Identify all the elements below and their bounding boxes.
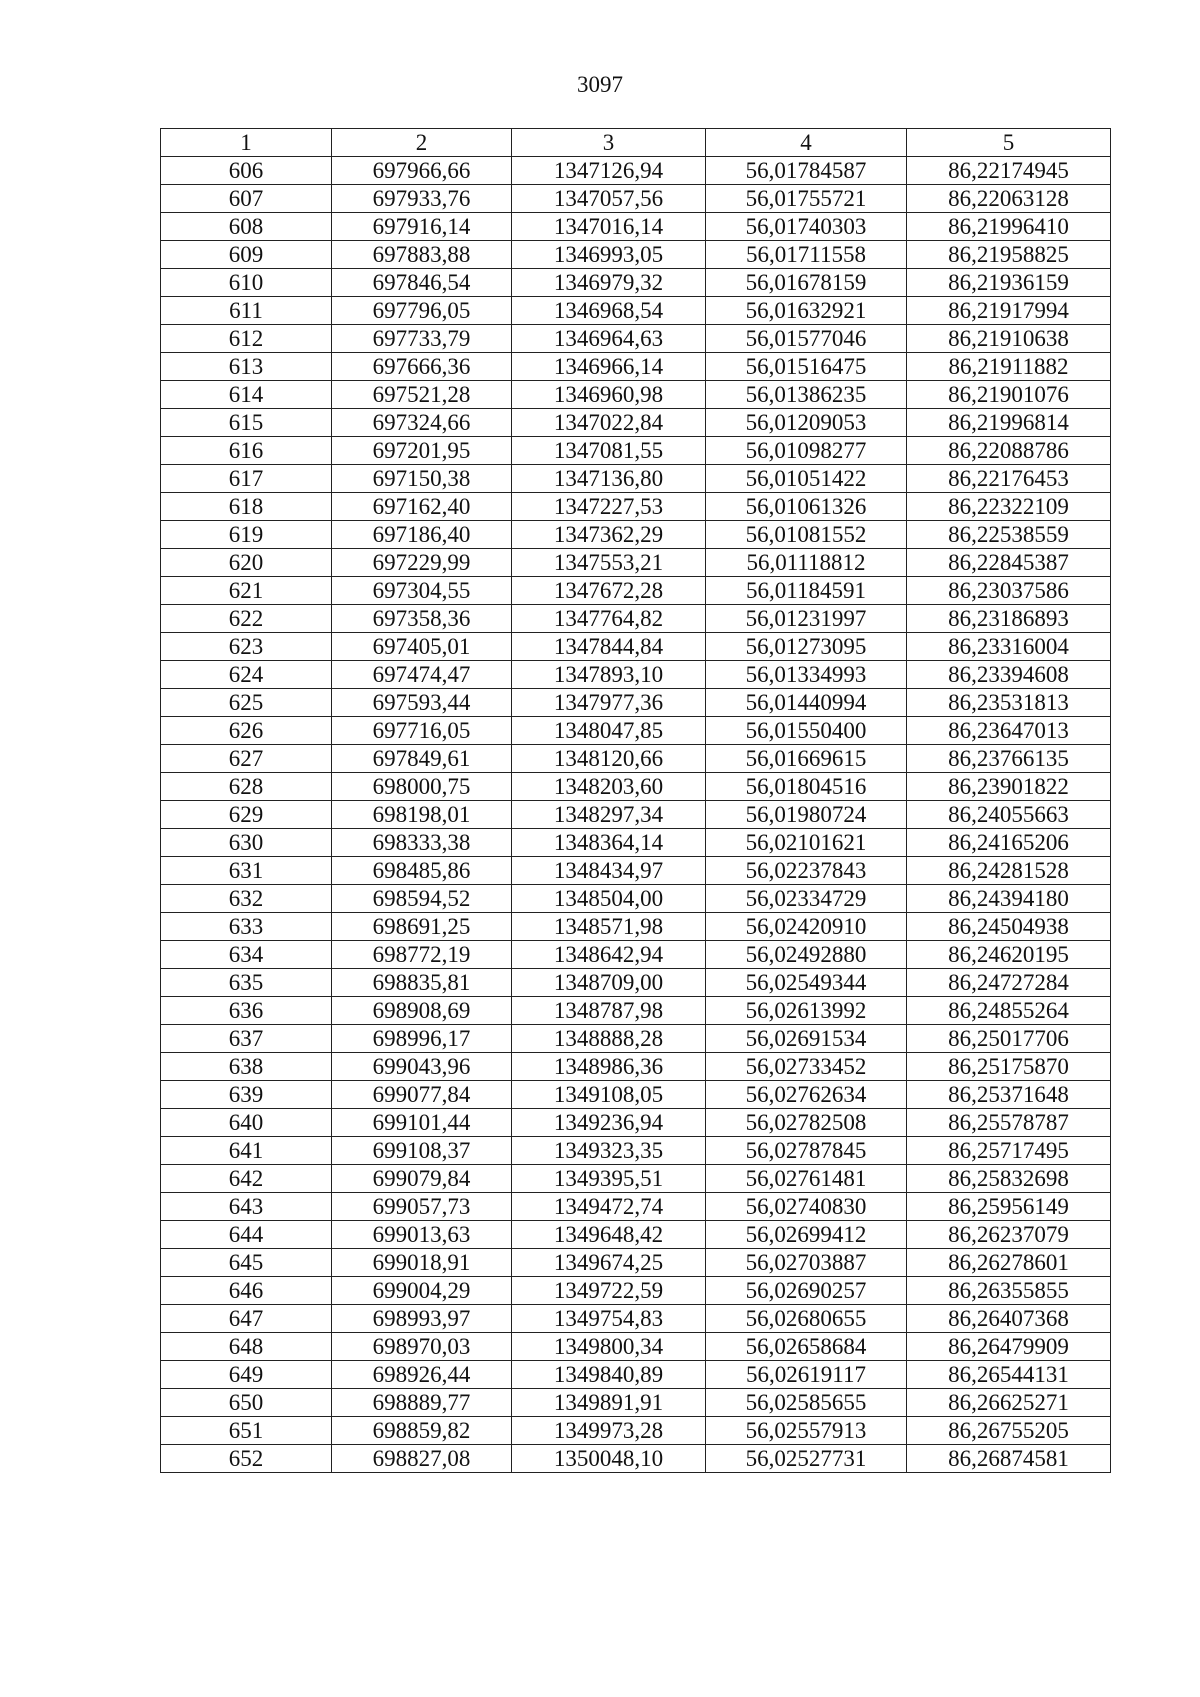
table-row xyxy=(161,1053,1111,1081)
table-cell: 1349800,34 xyxy=(512,1333,706,1361)
table-cell: 629 xyxy=(161,801,332,829)
table-cell: 698908,69 xyxy=(332,997,512,1025)
table-cell: 56,02658684 xyxy=(706,1333,907,1361)
table-cell: 642 xyxy=(161,1165,332,1193)
table-cell: 1348203,60 xyxy=(512,773,706,801)
table-cell: 698772,19 xyxy=(332,941,512,969)
table-cell: 1348642,94 xyxy=(512,941,706,969)
table-cell: 635 xyxy=(161,969,332,997)
table-cell: 626 xyxy=(161,717,332,745)
table-cell: 1348120,66 xyxy=(512,745,706,773)
table-row xyxy=(161,297,1111,325)
page-number: 3097 xyxy=(577,72,623,97)
table-cell: 699004,29 xyxy=(332,1277,512,1305)
table-cell: 56,02237843 xyxy=(706,857,907,885)
table-cell: 697733,79 xyxy=(332,325,512,353)
table-row xyxy=(161,521,1111,549)
table-cell: 697150,38 xyxy=(332,465,512,493)
table-cell: 86,21936159 xyxy=(907,269,1111,297)
table-cell: 1349754,83 xyxy=(512,1305,706,1333)
table-cell: 1348364,14 xyxy=(512,829,706,857)
table-cell: 56,01669615 xyxy=(706,745,907,773)
table-cell: 608 xyxy=(161,213,332,241)
table-cell: 698485,86 xyxy=(332,857,512,885)
table-row xyxy=(161,1389,1111,1417)
table-body xyxy=(161,157,1111,1473)
table-cell: 1347553,21 xyxy=(512,549,706,577)
table-cell: 698835,81 xyxy=(332,969,512,997)
table-cell: 86,21901076 xyxy=(907,381,1111,409)
table-row xyxy=(161,353,1111,381)
table-cell: 56,01577046 xyxy=(706,325,907,353)
table-cell: 86,21996410 xyxy=(907,213,1111,241)
table-row xyxy=(161,857,1111,885)
table-cell: 644 xyxy=(161,1221,332,1249)
table-cell: 699108,37 xyxy=(332,1137,512,1165)
table-cell: 86,22088786 xyxy=(907,437,1111,465)
table-cell: 86,25371648 xyxy=(907,1081,1111,1109)
table-cell: 1349648,42 xyxy=(512,1221,706,1249)
table-cell: 698691,25 xyxy=(332,913,512,941)
table-row xyxy=(161,1249,1111,1277)
table-cell: 56,01740303 xyxy=(706,213,907,241)
table-cell: 56,02527731 xyxy=(706,1445,907,1473)
table-cell: 86,26355855 xyxy=(907,1277,1111,1305)
table-cell: 1349840,89 xyxy=(512,1361,706,1389)
table-row xyxy=(161,493,1111,521)
table-cell: 56,02557913 xyxy=(706,1417,907,1445)
table-cell: 645 xyxy=(161,1249,332,1277)
table-cell: 1349973,28 xyxy=(512,1417,706,1445)
table-cell: 86,21910638 xyxy=(907,325,1111,353)
table-cell: 613 xyxy=(161,353,332,381)
table-cell: 698889,77 xyxy=(332,1389,512,1417)
table-cell: 1349236,94 xyxy=(512,1109,706,1137)
table-cell: 622 xyxy=(161,605,332,633)
table-row xyxy=(161,997,1111,1025)
table-row xyxy=(161,773,1111,801)
table-cell: 1349674,25 xyxy=(512,1249,706,1277)
column-header-1: 1 xyxy=(161,129,332,157)
table-cell: 86,23394608 xyxy=(907,661,1111,689)
table-cell: 56,01209053 xyxy=(706,409,907,437)
table-cell: 86,26874581 xyxy=(907,1445,1111,1473)
table-cell: 56,02782508 xyxy=(706,1109,907,1137)
table-cell: 698859,82 xyxy=(332,1417,512,1445)
table-row xyxy=(161,549,1111,577)
table-cell: 86,24281528 xyxy=(907,857,1111,885)
table-row xyxy=(161,1417,1111,1445)
table-row xyxy=(161,745,1111,773)
table-cell: 86,21911882 xyxy=(907,353,1111,381)
table-row xyxy=(161,325,1111,353)
table-cell: 697593,44 xyxy=(332,689,512,717)
table-cell: 1350048,10 xyxy=(512,1445,706,1473)
table-cell: 56,02699412 xyxy=(706,1221,907,1249)
table-row xyxy=(161,829,1111,857)
table-row xyxy=(161,969,1111,997)
table-cell: 698333,38 xyxy=(332,829,512,857)
table-cell: 641 xyxy=(161,1137,332,1165)
table-cell: 617 xyxy=(161,465,332,493)
table-cell: 86,26278601 xyxy=(907,1249,1111,1277)
table-cell: 56,01098277 xyxy=(706,437,907,465)
table-row xyxy=(161,157,1111,185)
table-cell: 56,01184591 xyxy=(706,577,907,605)
table-cell: 636 xyxy=(161,997,332,1025)
coordinates-table xyxy=(160,128,1111,1473)
table-cell: 86,23316004 xyxy=(907,633,1111,661)
table-cell: 611 xyxy=(161,297,332,325)
table-cell: 1347844,84 xyxy=(512,633,706,661)
table-cell: 86,21996814 xyxy=(907,409,1111,437)
table-cell: 1348434,97 xyxy=(512,857,706,885)
table-cell: 698926,44 xyxy=(332,1361,512,1389)
table-cell: 86,21917994 xyxy=(907,297,1111,325)
table-cell: 56,02740830 xyxy=(706,1193,907,1221)
table-cell: 1349472,74 xyxy=(512,1193,706,1221)
table-cell: 86,22063128 xyxy=(907,185,1111,213)
table-cell: 1347081,55 xyxy=(512,437,706,465)
table-cell: 697186,40 xyxy=(332,521,512,549)
table-cell: 697405,01 xyxy=(332,633,512,661)
table-cell: 1348047,85 xyxy=(512,717,706,745)
table-cell: 56,01334993 xyxy=(706,661,907,689)
table-cell: 1348888,28 xyxy=(512,1025,706,1053)
table-cell: 86,26625271 xyxy=(907,1389,1111,1417)
table-cell: 56,02420910 xyxy=(706,913,907,941)
table-cell: 697521,28 xyxy=(332,381,512,409)
table-cell: 697883,88 xyxy=(332,241,512,269)
table-cell: 643 xyxy=(161,1193,332,1221)
table-cell: 1349395,51 xyxy=(512,1165,706,1193)
table-cell: 699079,84 xyxy=(332,1165,512,1193)
table-cell: 618 xyxy=(161,493,332,521)
table-cell: 697933,76 xyxy=(332,185,512,213)
table-row xyxy=(161,1305,1111,1333)
table-cell: 1346979,32 xyxy=(512,269,706,297)
table-cell: 624 xyxy=(161,661,332,689)
table-cell: 697846,54 xyxy=(332,269,512,297)
table-cell: 697324,66 xyxy=(332,409,512,437)
table-cell: 86,25832698 xyxy=(907,1165,1111,1193)
table-row xyxy=(161,941,1111,969)
table-cell: 639 xyxy=(161,1081,332,1109)
table-cell: 609 xyxy=(161,241,332,269)
table-cell: 1349108,05 xyxy=(512,1081,706,1109)
table-cell: 86,24055663 xyxy=(907,801,1111,829)
table-cell: 56,01550400 xyxy=(706,717,907,745)
table-cell: 56,02549344 xyxy=(706,969,907,997)
table-cell: 697849,61 xyxy=(332,745,512,773)
table-cell: 697358,36 xyxy=(332,605,512,633)
table-cell: 1347893,10 xyxy=(512,661,706,689)
table-cell: 697796,05 xyxy=(332,297,512,325)
table-cell: 697229,99 xyxy=(332,549,512,577)
table-cell: 648 xyxy=(161,1333,332,1361)
table-cell: 612 xyxy=(161,325,332,353)
table-row xyxy=(161,1333,1111,1361)
table-cell: 56,01804516 xyxy=(706,773,907,801)
table-cell: 1346993,05 xyxy=(512,241,706,269)
table-cell: 1348986,36 xyxy=(512,1053,706,1081)
table-cell: 86,24165206 xyxy=(907,829,1111,857)
table-cell: 698996,17 xyxy=(332,1025,512,1053)
table-cell: 697304,55 xyxy=(332,577,512,605)
table-cell: 619 xyxy=(161,521,332,549)
table-cell: 697162,40 xyxy=(332,493,512,521)
table-cell: 56,01231997 xyxy=(706,605,907,633)
table-cell: 697474,47 xyxy=(332,661,512,689)
table-cell: 86,22176453 xyxy=(907,465,1111,493)
table-cell: 698594,52 xyxy=(332,885,512,913)
table-cell: 56,01273095 xyxy=(706,633,907,661)
column-header-2: 2 xyxy=(332,129,512,157)
table-cell: 1349722,59 xyxy=(512,1277,706,1305)
table-cell: 56,01440994 xyxy=(706,689,907,717)
table-row xyxy=(161,689,1111,717)
table-cell: 1346966,14 xyxy=(512,353,706,381)
table-cell: 86,26407368 xyxy=(907,1305,1111,1333)
table-cell: 56,02680655 xyxy=(706,1305,907,1333)
table-cell: 1347136,80 xyxy=(512,465,706,493)
table-cell: 1347227,53 xyxy=(512,493,706,521)
table-cell: 56,01784587 xyxy=(706,157,907,185)
table-cell: 698198,01 xyxy=(332,801,512,829)
table-cell: 699043,96 xyxy=(332,1053,512,1081)
table-row xyxy=(161,185,1111,213)
table-cell: 616 xyxy=(161,437,332,465)
table-row xyxy=(161,577,1111,605)
table-row xyxy=(161,465,1111,493)
table-cell: 698970,03 xyxy=(332,1333,512,1361)
table-cell: 1348787,98 xyxy=(512,997,706,1025)
table-row xyxy=(161,885,1111,913)
table-cell: 699057,73 xyxy=(332,1193,512,1221)
table-cell: 1348709,00 xyxy=(512,969,706,997)
table-cell: 86,25717495 xyxy=(907,1137,1111,1165)
table-cell: 56,01061326 xyxy=(706,493,907,521)
table-cell: 86,24394180 xyxy=(907,885,1111,913)
table-cell: 86,26544131 xyxy=(907,1361,1111,1389)
table-row xyxy=(161,1221,1111,1249)
column-header-5: 5 xyxy=(907,129,1111,157)
table-row xyxy=(161,1445,1111,1473)
table-row xyxy=(161,1165,1111,1193)
table-cell: 697916,14 xyxy=(332,213,512,241)
table-cell: 1347016,14 xyxy=(512,213,706,241)
table-row xyxy=(161,437,1111,465)
table-cell: 606 xyxy=(161,157,332,185)
table-cell: 607 xyxy=(161,185,332,213)
table-cell: 56,01632921 xyxy=(706,297,907,325)
table-cell: 56,02691534 xyxy=(706,1025,907,1053)
table-cell: 56,01678159 xyxy=(706,269,907,297)
table-cell: 56,02787845 xyxy=(706,1137,907,1165)
table-row xyxy=(161,1025,1111,1053)
table-cell: 1347672,28 xyxy=(512,577,706,605)
table-cell: 1349891,91 xyxy=(512,1389,706,1417)
table-header-row xyxy=(161,129,1111,157)
table-cell: 1347057,56 xyxy=(512,185,706,213)
table-cell: 1346960,98 xyxy=(512,381,706,409)
table-cell: 640 xyxy=(161,1109,332,1137)
table-cell: 56,01051422 xyxy=(706,465,907,493)
table-cell: 56,01516475 xyxy=(706,353,907,381)
table-cell: 56,02585655 xyxy=(706,1389,907,1417)
table-cell: 633 xyxy=(161,913,332,941)
table-row xyxy=(161,1137,1111,1165)
table-cell: 56,01980724 xyxy=(706,801,907,829)
table-cell: 86,23647013 xyxy=(907,717,1111,745)
table-cell: 1346968,54 xyxy=(512,297,706,325)
table-cell: 1347126,94 xyxy=(512,157,706,185)
table-cell: 56,01711558 xyxy=(706,241,907,269)
table-row xyxy=(161,605,1111,633)
table-cell: 56,02762634 xyxy=(706,1081,907,1109)
table-row xyxy=(161,1081,1111,1109)
table-cell: 630 xyxy=(161,829,332,857)
table-row xyxy=(161,213,1111,241)
table-cell: 86,23766135 xyxy=(907,745,1111,773)
table-row xyxy=(161,1109,1111,1137)
table-cell: 631 xyxy=(161,857,332,885)
table-cell: 56,02619117 xyxy=(706,1361,907,1389)
column-header-4: 4 xyxy=(706,129,907,157)
table-cell: 1348504,00 xyxy=(512,885,706,913)
table-cell: 56,02613992 xyxy=(706,997,907,1025)
table-cell: 697966,66 xyxy=(332,157,512,185)
table-cell: 86,22174945 xyxy=(907,157,1111,185)
table-cell: 86,25956149 xyxy=(907,1193,1111,1221)
table-row xyxy=(161,633,1111,661)
table-cell: 625 xyxy=(161,689,332,717)
table-row xyxy=(161,409,1111,437)
table-cell: 638 xyxy=(161,1053,332,1081)
table-cell: 652 xyxy=(161,1445,332,1473)
table-cell: 86,22538559 xyxy=(907,521,1111,549)
table-cell: 698993,97 xyxy=(332,1305,512,1333)
table-cell: 86,26479909 xyxy=(907,1333,1111,1361)
table-cell: 86,26755205 xyxy=(907,1417,1111,1445)
table-cell: 86,24855264 xyxy=(907,997,1111,1025)
table-cell: 1347362,29 xyxy=(512,521,706,549)
table-cell: 646 xyxy=(161,1277,332,1305)
table-cell: 699018,91 xyxy=(332,1249,512,1277)
table-cell: 86,22845387 xyxy=(907,549,1111,577)
table-cell: 697201,95 xyxy=(332,437,512,465)
table-cell: 56,01118812 xyxy=(706,549,907,577)
table-cell: 621 xyxy=(161,577,332,605)
table-cell: 1347977,36 xyxy=(512,689,706,717)
table-row xyxy=(161,1193,1111,1221)
table-cell: 623 xyxy=(161,633,332,661)
table-cell: 56,01386235 xyxy=(706,381,907,409)
table-cell: 1348571,98 xyxy=(512,913,706,941)
table-cell: 698000,75 xyxy=(332,773,512,801)
table-cell: 697716,05 xyxy=(332,717,512,745)
table-cell: 628 xyxy=(161,773,332,801)
table-cell: 637 xyxy=(161,1025,332,1053)
table-cell: 56,01755721 xyxy=(706,185,907,213)
table-cell: 614 xyxy=(161,381,332,409)
table-cell: 651 xyxy=(161,1417,332,1445)
table-row xyxy=(161,269,1111,297)
table-cell: 634 xyxy=(161,941,332,969)
table-cell: 1347764,82 xyxy=(512,605,706,633)
table-cell: 627 xyxy=(161,745,332,773)
table-cell: 86,24620195 xyxy=(907,941,1111,969)
table-cell: 699077,84 xyxy=(332,1081,512,1109)
table-cell: 86,21958825 xyxy=(907,241,1111,269)
table-cell: 1349323,35 xyxy=(512,1137,706,1165)
table-cell: 615 xyxy=(161,409,332,437)
table-cell: 56,02492880 xyxy=(706,941,907,969)
table-cell: 1348297,34 xyxy=(512,801,706,829)
table-cell: 86,24504938 xyxy=(907,913,1111,941)
table-cell: 56,02101621 xyxy=(706,829,907,857)
table-cell: 698827,08 xyxy=(332,1445,512,1473)
table-row xyxy=(161,381,1111,409)
table-cell: 649 xyxy=(161,1361,332,1389)
table-cell: 1347022,84 xyxy=(512,409,706,437)
table-cell: 56,02733452 xyxy=(706,1053,907,1081)
table-cell: 650 xyxy=(161,1389,332,1417)
table-cell: 697666,36 xyxy=(332,353,512,381)
table-cell: 86,25017706 xyxy=(907,1025,1111,1053)
table-cell: 56,02703887 xyxy=(706,1249,907,1277)
table-cell: 1346964,63 xyxy=(512,325,706,353)
table-cell: 86,23186893 xyxy=(907,605,1111,633)
table-cell: 699013,63 xyxy=(332,1221,512,1249)
table-cell: 647 xyxy=(161,1305,332,1333)
table-cell: 86,25578787 xyxy=(907,1109,1111,1137)
table-cell: 56,02334729 xyxy=(706,885,907,913)
table-cell: 86,24727284 xyxy=(907,969,1111,997)
table-cell: 56,02761481 xyxy=(706,1165,907,1193)
table-row xyxy=(161,717,1111,745)
table-row xyxy=(161,913,1111,941)
table-cell: 56,02690257 xyxy=(706,1277,907,1305)
table-cell: 632 xyxy=(161,885,332,913)
table-cell: 86,23531813 xyxy=(907,689,1111,717)
table-row xyxy=(161,241,1111,269)
table-cell: 86,22322109 xyxy=(907,493,1111,521)
table-cell: 86,23037586 xyxy=(907,577,1111,605)
table-row xyxy=(161,1361,1111,1389)
table-cell: 610 xyxy=(161,269,332,297)
table-row xyxy=(161,661,1111,689)
table-row xyxy=(161,1277,1111,1305)
table-cell: 620 xyxy=(161,549,332,577)
table-cell: 699101,44 xyxy=(332,1109,512,1137)
table-row xyxy=(161,801,1111,829)
table-cell: 86,25175870 xyxy=(907,1053,1111,1081)
table-cell: 86,23901822 xyxy=(907,773,1111,801)
table-cell: 56,01081552 xyxy=(706,521,907,549)
table-cell: 86,26237079 xyxy=(907,1221,1111,1249)
column-header-3: 3 xyxy=(512,129,706,157)
